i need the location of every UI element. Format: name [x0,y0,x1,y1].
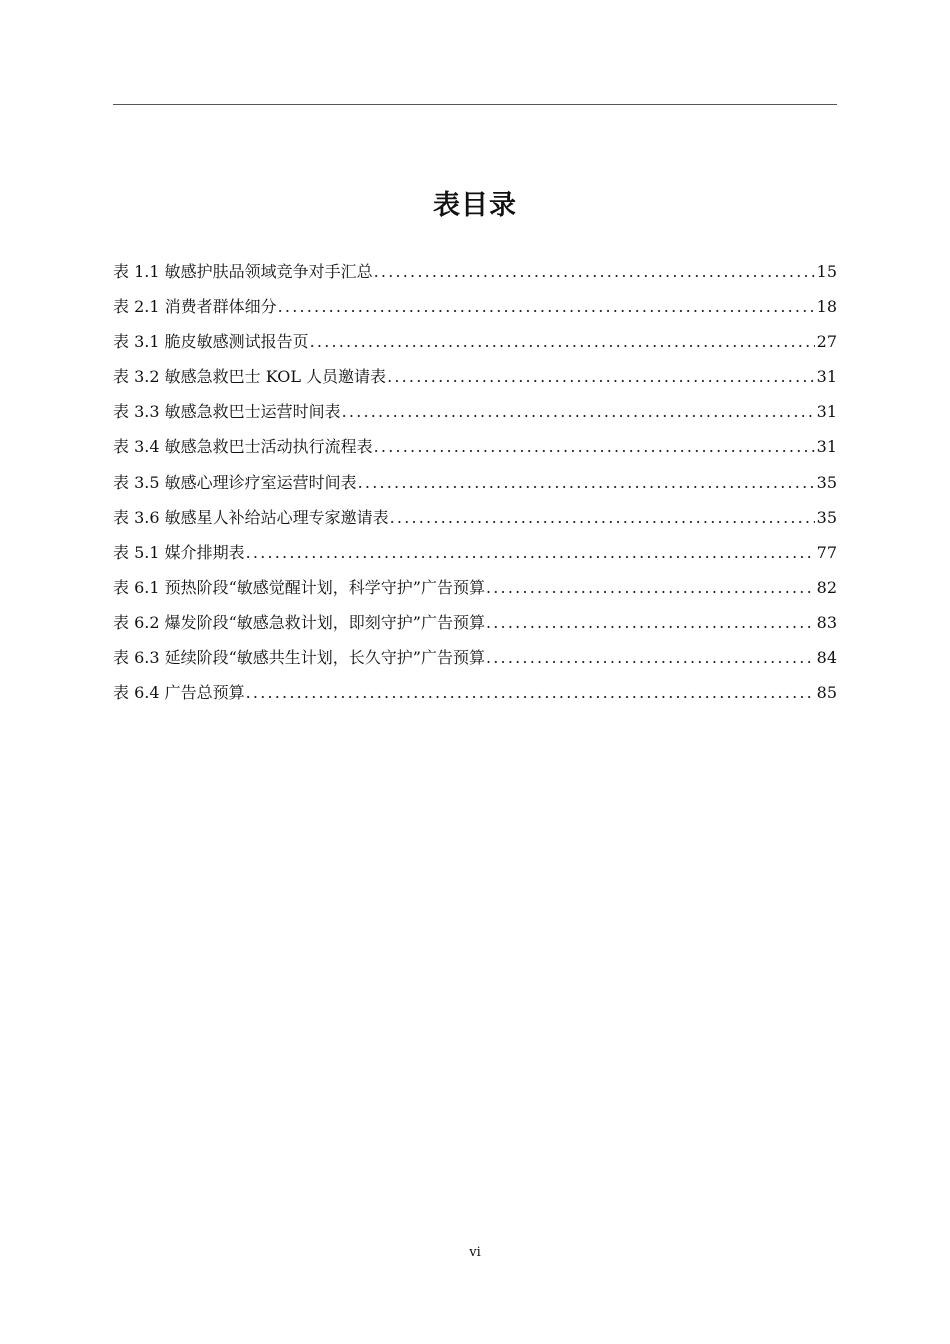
toc-dot-leader [374,433,815,461]
toc-entry[interactable] [113,328,837,363]
toc-dot-leader [374,258,815,286]
toc-dot-leader [387,363,815,391]
toc-entry-page: 77 [816,542,837,562]
toc-entry-page: 31 [816,402,837,422]
toc-entry[interactable] [113,433,837,468]
toc-dot-leader [342,398,815,426]
toc-entry[interactable] [113,679,837,714]
page-number: vi [469,1245,481,1260]
toc-entry[interactable] [113,469,837,504]
toc-entry[interactable] [113,258,837,293]
toc-entry-label: 表 5.1 媒介排期表 [113,542,245,562]
toc-entry-page: 82 [816,577,837,597]
toc-entry-page: 18 [816,297,837,317]
toc-entry-page: 31 [816,367,837,387]
toc-entry-label: 表 3.2 敏感急救巴士 KOL 人员邀请表 [113,367,387,387]
toc-dot-leader [246,539,815,567]
toc-entry-page: 15 [816,262,837,281]
toc-entry-page: 27 [816,332,837,352]
toc-entry-label: 表 1.1 敏感护肤品领域竞争对手汇总 [113,262,373,281]
toc-entry[interactable] [113,398,837,433]
toc-entry-label: 表 6.4 广告总预算 [113,683,245,703]
toc-entry[interactable] [113,609,837,644]
toc-dot-leader [486,574,815,602]
toc-entry-label: 表 6.3 延续阶段“敏感共生计划，长久守护”广告预算 [113,648,485,668]
toc-entry[interactable] [113,504,837,539]
toc-entry-label: 表 3.4 敏感急救巴士活动执行流程表 [113,437,373,457]
toc-entry-page: 31 [816,437,837,457]
toc-entry[interactable] [113,574,837,609]
header-rule [113,104,837,105]
toc-entry-label: 表 6.2 爆发阶段“敏感急救计划，即刻守护”广告预算 [113,612,485,632]
toc-dot-leader [278,293,815,321]
toc-entry-label: 表 3.5 敏感心理诊疗室运营时间表 [113,472,357,492]
toc-entry-label: 表 2.1 消费者群体细分 [113,297,277,317]
toc-entry-page: 35 [816,507,837,527]
toc-entry[interactable] [113,363,837,398]
page-title: 表目录 [433,190,517,221]
toc-dot-leader [486,644,815,672]
toc-dot-leader [390,504,815,532]
toc-entry-label: 表 3.3 敏感急救巴士运营时间表 [113,402,341,422]
toc-dot-leader [486,609,815,637]
toc-dot-leader [358,469,815,497]
table-of-tables [113,258,837,714]
toc-entry[interactable] [113,644,837,679]
toc-entry-label: 表 6.1 预热阶段“敏感觉醒计划，科学守护”广告预算 [113,577,485,597]
toc-entry-label: 表 3.6 敏感星人补给站心理专家邀请表 [113,507,389,527]
toc-entry[interactable] [113,293,837,328]
toc-entry-page: 83 [816,612,837,632]
toc-entry-page: 35 [816,472,837,492]
toc-entry-label: 表 3.1 脆皮敏感测试报告页 [113,332,309,352]
toc-entry[interactable] [113,539,837,574]
toc-dot-leader [246,679,815,707]
toc-entry-page: 85 [816,683,837,703]
toc-entry-page: 84 [816,648,837,668]
toc-dot-leader [310,328,815,356]
